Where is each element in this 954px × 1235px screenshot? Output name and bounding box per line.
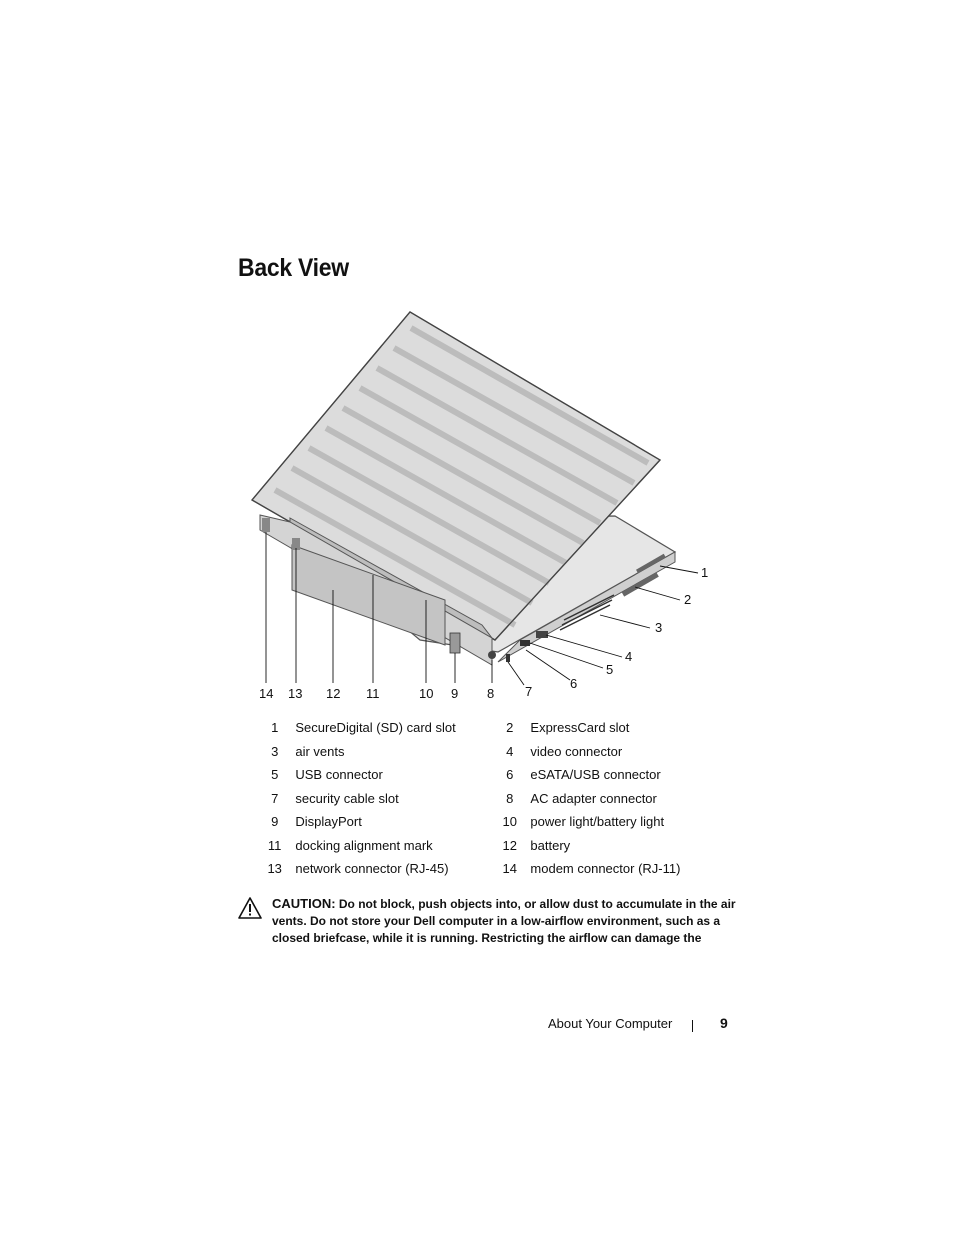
callout-8: 8 xyxy=(487,686,495,701)
page-number: 9 xyxy=(720,1015,728,1031)
displayport-port xyxy=(450,633,460,653)
legend-label: air vents xyxy=(295,743,345,759)
callout-legend-table xyxy=(262,716,732,881)
callout-1: 1 xyxy=(701,565,709,580)
callout-7: 7 xyxy=(525,684,533,699)
legend-label: AC adapter connector xyxy=(530,790,657,806)
legend-number: 11 xyxy=(267,837,282,853)
legend-label: DisplayPort xyxy=(295,814,362,830)
legend-row xyxy=(262,740,732,764)
modem-port xyxy=(262,518,270,532)
footer-separator xyxy=(692,1020,693,1032)
legend-number: 3 xyxy=(271,743,279,759)
callout-3: 3 xyxy=(655,620,663,635)
legend-row xyxy=(262,834,732,858)
legend-label: SecureDigital (SD) card slot xyxy=(295,720,456,736)
callout-5: 5 xyxy=(606,662,614,677)
legend-row xyxy=(262,787,732,811)
legend-number: 6 xyxy=(506,767,514,783)
caution-text xyxy=(272,895,742,947)
legend-number: 14 xyxy=(502,861,517,877)
legend-number: 1 xyxy=(271,720,279,736)
footer-section-title: About Your Computer xyxy=(548,1016,673,1031)
legend-row xyxy=(262,763,732,787)
security-slot xyxy=(506,654,510,662)
legend-row xyxy=(262,810,732,834)
callout-9: 9 xyxy=(451,686,459,701)
legend-number: 2 xyxy=(506,720,514,736)
legend-label: USB connector xyxy=(295,767,383,783)
legend-number: 13 xyxy=(267,861,282,877)
legend-label: eSATA/USB connector xyxy=(530,767,661,783)
laptop-drawing xyxy=(230,300,730,710)
legend-label: docking alignment mark xyxy=(295,837,433,853)
callout-4: 4 xyxy=(625,649,633,664)
legend-row xyxy=(262,716,732,740)
page-title: Back View xyxy=(238,254,349,282)
laptop-back-view-illustration xyxy=(230,300,730,710)
callout-6: 6 xyxy=(570,676,578,691)
caution-label: CAUTION: xyxy=(272,896,336,911)
legend-number: 10 xyxy=(502,814,517,830)
callout-2: 2 xyxy=(684,592,692,607)
legend-number: 5 xyxy=(271,767,279,783)
callout-14: 14 xyxy=(259,686,274,701)
legend-label: security cable slot xyxy=(295,790,399,806)
page-footer xyxy=(540,1016,730,1036)
caution-body: Do not block, push objects into, or allow dust to accumulate in the air vents. Do not store your Dell computer in a low-airflow environment, such as a closed briefcase, while it is running. Restricting the airflow can damage the xyxy=(272,897,736,945)
callout-11: 11 xyxy=(366,686,380,701)
ac-adapter-port xyxy=(488,651,496,659)
legend-number: 12 xyxy=(502,837,517,853)
callout-12: 12 xyxy=(326,686,341,701)
legend-label: modem connector (RJ-11) xyxy=(530,861,681,877)
legend-label: power light/battery light xyxy=(530,814,665,830)
legend-label: ExpressCard slot xyxy=(530,720,630,736)
legend-number: 8 xyxy=(506,790,514,806)
legend-number: 4 xyxy=(506,743,514,759)
callout-13: 13 xyxy=(288,686,303,701)
legend-number: 7 xyxy=(271,790,279,806)
legend-label: video connector xyxy=(530,743,623,759)
callout-10: 10 xyxy=(419,686,434,701)
legend-row xyxy=(262,857,732,881)
legend-label: network connector (RJ-45) xyxy=(295,861,449,877)
legend-number: 9 xyxy=(271,814,279,830)
legend-label: battery xyxy=(530,837,571,853)
warning-triangle-icon xyxy=(238,897,262,919)
video-port xyxy=(536,631,548,638)
usb-port xyxy=(520,640,530,646)
